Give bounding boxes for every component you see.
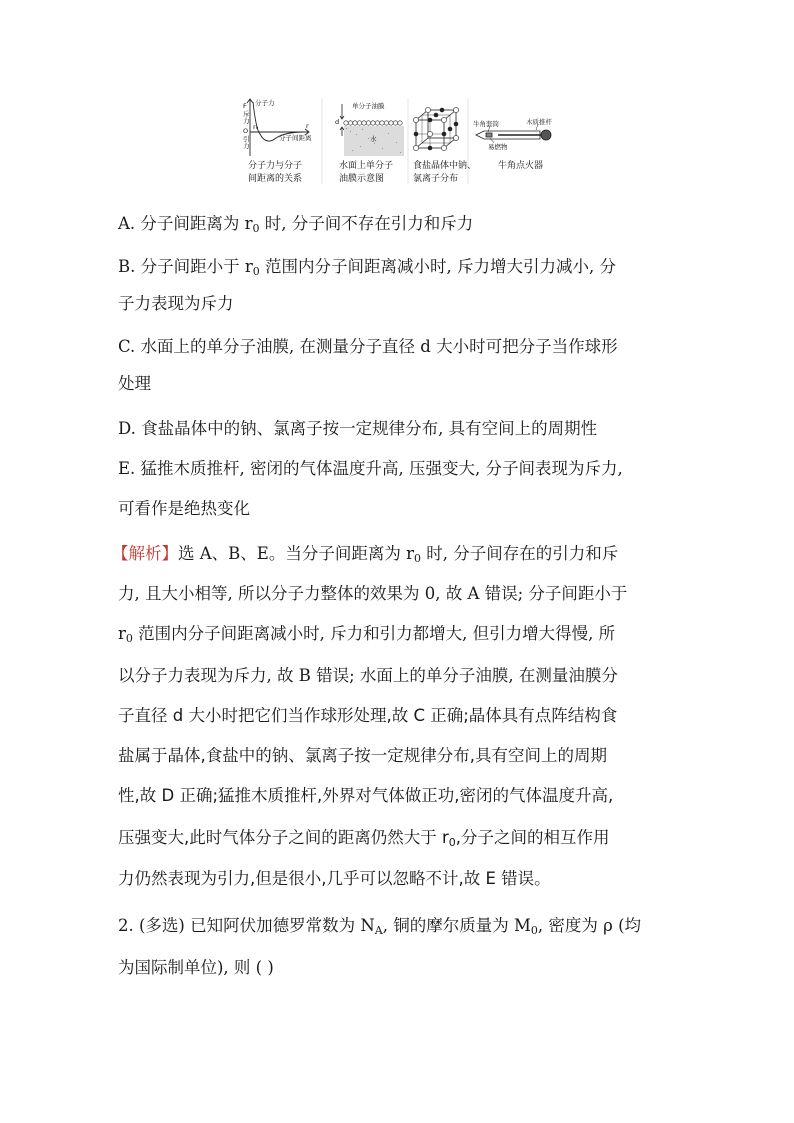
- option-e-line2: 可看作是绝热变化: [118, 499, 250, 518]
- wooden-rod-label: 木质推杆: [526, 118, 552, 126]
- option-e-line1: E. 猛推木质推杆, 密闭的气体温度升高, 压强变大, 分子间表现为斥力,: [118, 459, 623, 478]
- axis-label-force-bottom: 力: [243, 142, 250, 150]
- question2-line2: 为国际制单位), 则 ( ): [118, 958, 274, 977]
- caption-fire-starter: 牛角点火器: [498, 161, 544, 171]
- analysis-line5: 子直径 d 大小时把它们当作球形处理,故 C 正确;晶体具有点阵结构食: [118, 706, 618, 725]
- origin-label: O: [243, 127, 249, 135]
- water-label: 水: [370, 135, 377, 143]
- option-b-line2: 子力表现为斥力: [118, 294, 234, 313]
- caption-force-line1: 分子力与分子: [248, 161, 303, 171]
- analysis-line3: $r_0$ 范围内分子间距离减小时, 斥力和引力都增大, 但引力增大得慢, 所: [118, 624, 616, 645]
- analysis-line2: 力, 且大小相等, 所以分子力整体的效果为 0, 故 A 错误; 分子间距小于: [118, 584, 628, 603]
- analysis-line6: 盐属于晶体,食盐中的钠、氯离子按一定规律分布,具有空间上的周期: [118, 746, 607, 765]
- caption-oil-line1: 水面上单分子: [339, 161, 394, 171]
- oil-film-label: 单分子油膜: [352, 102, 385, 110]
- analysis-line4: 以分子力表现为斥力, 故 B 错误; 水面上的单分子油膜, 在测量油膜分: [118, 666, 618, 685]
- axis-label-f: F: [243, 102, 247, 110]
- figure-strip: [236, 98, 559, 188]
- option-c-line2: 处理: [118, 374, 151, 393]
- oil-film-diagram: [340, 104, 404, 156]
- option-d: D. 食盐晶体中的钠、氯离子按一定规律分布, 具有空间上的周期性: [118, 419, 598, 438]
- r-axis-label: r: [306, 122, 309, 130]
- caption-salt-line2: 氯离子分布: [413, 174, 459, 184]
- analysis-tag: 【解析】: [112, 544, 178, 563]
- axis-label-attraction: 引: [243, 135, 250, 143]
- force-label: 分子力: [255, 99, 275, 107]
- option-b-line1: B. 分子间距小于 $r_0$ 范围内分子间距离减小时, 斥力增大引力减小, 分: [118, 257, 616, 278]
- diameter-label: d: [335, 118, 340, 126]
- option-c-line1: C. 水面上的单分子油膜, 在测量分子直径 d 大小时可把分子当作球形: [118, 337, 618, 356]
- analysis-line1: 【解析】选 A、B、E。当分子间距离为 $r_0$ 时, 分子间存在的引力和斥: [112, 544, 619, 565]
- axis-label-repulsion: 斥: [243, 110, 250, 118]
- analysis-line9: 力仍然表现为引力,但是很小,几乎可以忽略不计,故 E 错误。: [118, 869, 551, 888]
- distance-label: 分子间距离: [279, 134, 312, 142]
- analysis-line8: 压强变大,此时气体分子之间的距离仍然大于 $r_0$,分子之间的相互作用: [118, 828, 610, 849]
- option-a: A. 分子间距离为 $r_0$ 时, 分子间不存在引力和斥力: [118, 214, 474, 235]
- caption-oil-line2: 油膜示意图: [339, 174, 385, 184]
- r0-label: r₀: [253, 123, 259, 131]
- caption-salt-line1: 食盐晶体中钠、: [413, 161, 477, 171]
- tinder-label: 易燃物: [488, 143, 508, 151]
- question2-line1: 2. (多选) 已知阿伏加德罗常数为 $N_A$, 铜的摩尔质量为 $M_0$, 密度为 ρ (均: [118, 916, 642, 937]
- axis-label-force-top: 力: [243, 117, 250, 125]
- caption-force-line2: 间距离的关系: [248, 174, 303, 184]
- analysis-line7: 性,故 D 正确;猛推木质推杆,外界对气体做正功,密闭的气体温度升高,: [118, 786, 614, 805]
- horn-sleeve-label: 牛角套筒: [473, 120, 499, 128]
